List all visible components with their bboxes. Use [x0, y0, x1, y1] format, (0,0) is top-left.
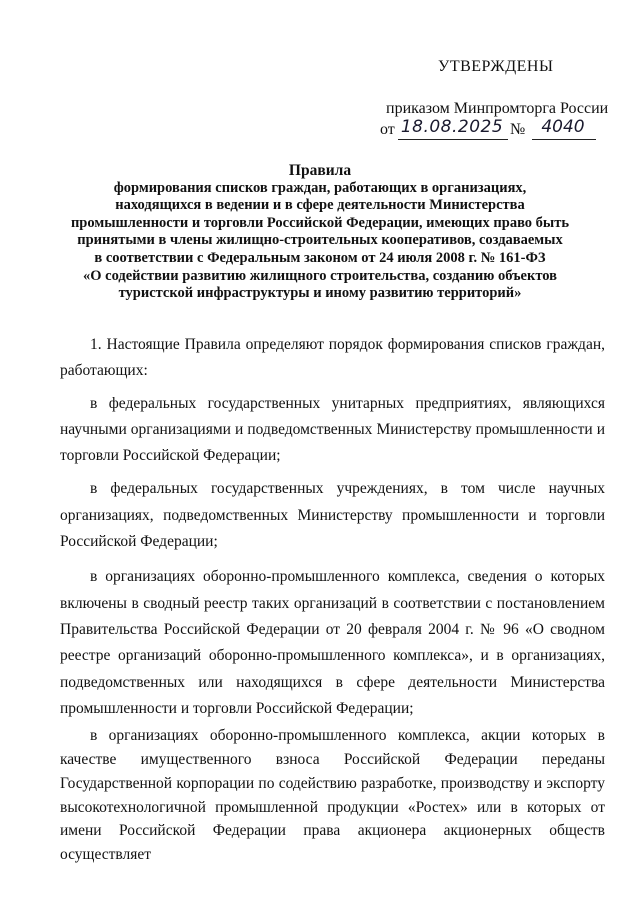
number-sign: №: [510, 121, 526, 138]
date-underline: [398, 139, 508, 140]
order-reference: приказом Минпромторга России: [386, 100, 609, 117]
paragraph-federal-institutions: в федеральных государственных учреждениях, в том числе научных организациях, подведомственных Министерству промышленности и торговли Российской Федерации;: [60, 480, 605, 551]
title-line: промышленности и торговли Российской Федерации, имеющих право быть: [70, 214, 570, 231]
paragraph-defense-registry: в организациях оборонно-промышленного комплекса, сведения о которых включены в сводный реестр таких организаций в соответствии с постановлением Правительства Российской Федерации от 20 февраля 2004 г. № 96 «О сводном реестре организаций оборонно-промышленного комплекса», и в организациях, подведомственных или находящихся в сфере деятельности Министерства промышленности и торговли Российской Федерации;: [60, 568, 605, 717]
document-title: [60, 162, 580, 303]
paragraph-rostec: в организациях оборонно-промышленного комплекса, акции которых в качестве имущественного взноса Российской Федерации переданы Государственной корпорации по содействию разработке, производству и экспорту высокотехнологичной промышленной продукции «Ростех» или в которых от имени Российской Федерации права акционера акционерных обществ осуществляет: [60, 727, 605, 864]
title-line: туристской инфраструктуры и иному развитию территорий»: [118, 285, 522, 302]
order-date-number-line: [380, 117, 600, 143]
title-line: «О содействии развитию жилищного строительства, созданию объектов: [82, 267, 558, 284]
title-line: находящихся в ведении и в сфере деятельности Министерства: [115, 197, 525, 214]
title-line: принятыми в члены жилищно-строительных кооперативов, создаваемых: [77, 232, 563, 249]
order-date-handwritten: 18.08.2025: [400, 117, 504, 137]
document-body: [60, 332, 605, 867]
title-line: формирования списков граждан, работающих в организациях,: [113, 179, 527, 196]
number-underline: [532, 139, 596, 140]
paragraph-1: 1. Настоящие Правила определяют порядок формирования списков граждан, работающих:: [60, 336, 605, 380]
paragraph-federal-enterprises: в федеральных государственных унитарных предприятиях, являющихся научными организациями и подведомственных Министерству промышленности и торговли Российской Федерации;: [60, 394, 605, 465]
title-heading: Правила: [288, 162, 352, 179]
title-line: в соответствии с Федеральным законом от 24 июля 2008 г. № 161-ФЗ: [94, 249, 546, 266]
approved-heading: УТВЕРЖДЕНЫ: [438, 58, 554, 75]
date-prefix: от: [380, 121, 395, 138]
order-number-handwritten: 4040: [541, 117, 585, 137]
